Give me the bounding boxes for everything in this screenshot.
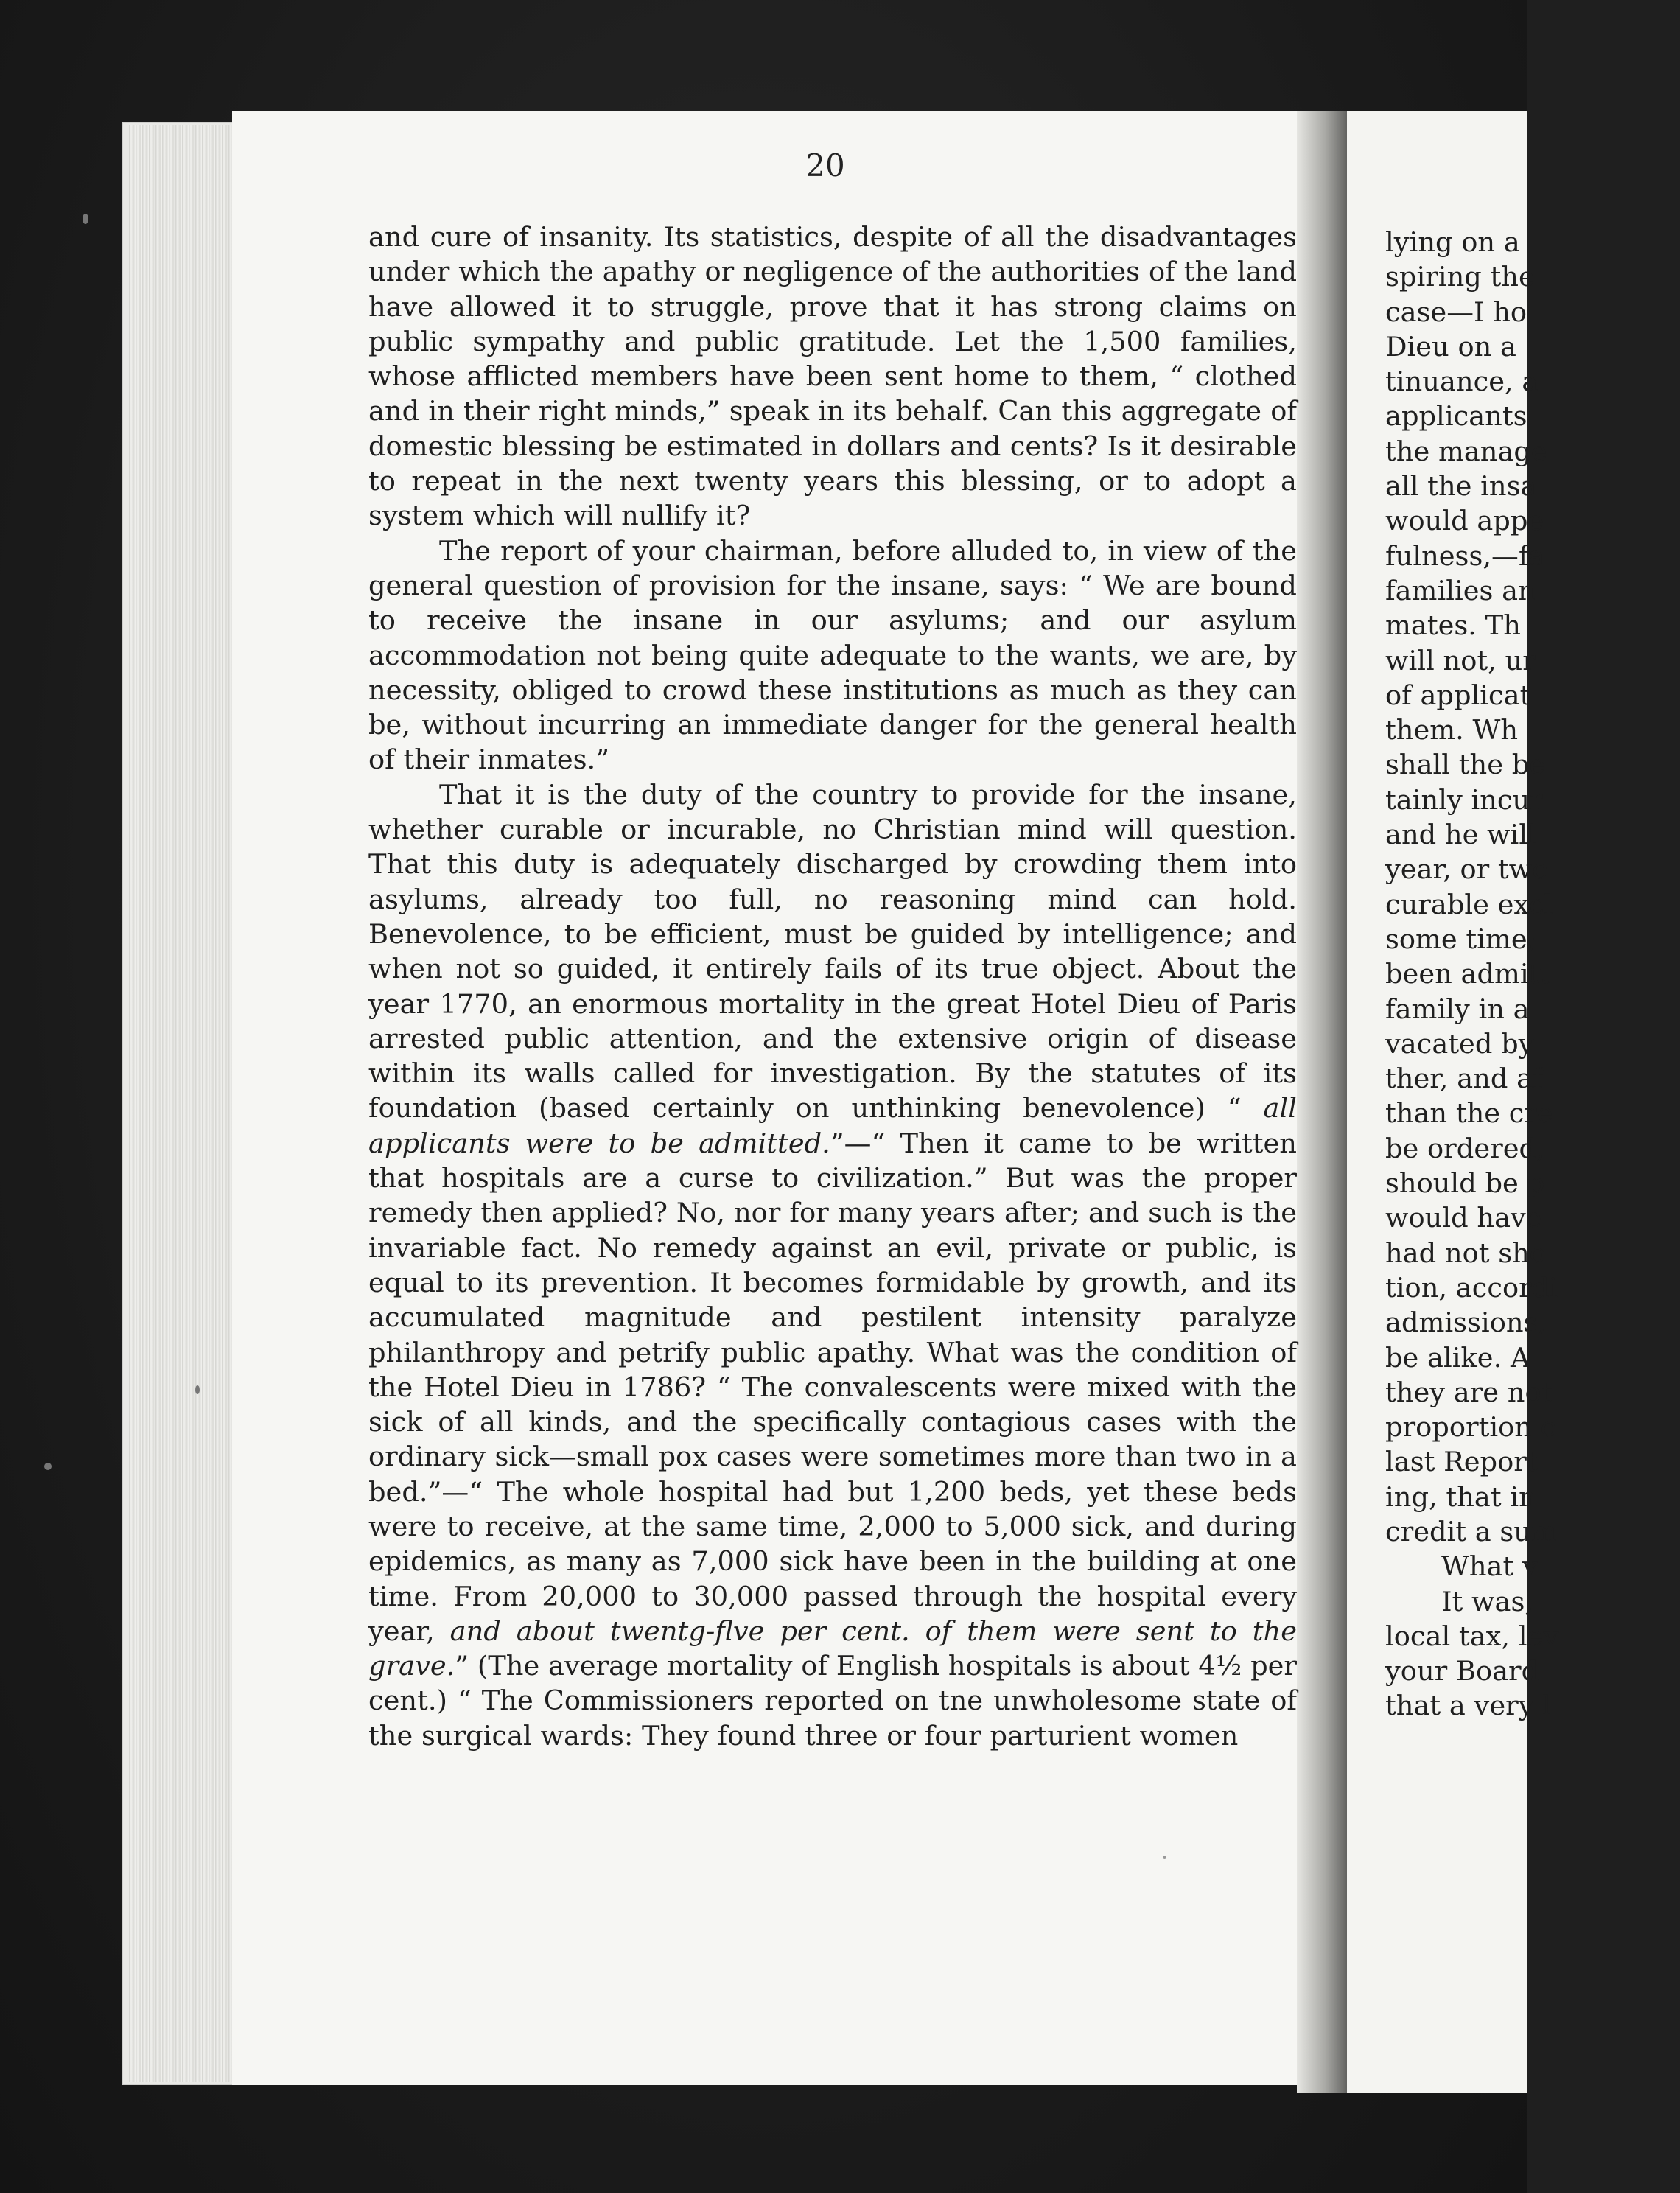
facing-page-line: lying on a xyxy=(1385,226,1520,258)
paragraph xyxy=(368,777,1297,1753)
scan-speck xyxy=(83,214,88,224)
text-run: ” (The average mortality of English hospitals is about 4½ per cent.) “ The Commissioners reported on tne unwholesome state of the surgical wards: They found three or four parturient women xyxy=(368,1650,1297,1752)
facing-page-line: all the insa xyxy=(1385,470,1537,503)
facing-page-line: vacated by xyxy=(1385,1027,1534,1060)
facing-page-line: the manage xyxy=(1385,435,1547,467)
facing-page-line: would have xyxy=(1385,1202,1542,1234)
facing-page-line: local tax, lev xyxy=(1385,1620,1559,1652)
italic-text: all applicants were to be admitted. xyxy=(368,1092,1297,1159)
facing-page-line: admissions, xyxy=(1385,1307,1547,1339)
facing-page-line: will not, ur xyxy=(1385,644,1536,676)
facing-page-line: they are not xyxy=(1385,1376,1553,1408)
page-number: 20 xyxy=(805,147,845,183)
scan-speck xyxy=(1163,1856,1166,1859)
text-run: ”—“ Then it came to be written that hospitals are a curse to civilization.” But was the proper remedy then applied? No, nor for many years after; and such is the invariable fact. No remedy against an evil, private or public, is equal to its prevention. It becomes formidable by growth, and its accumulated magnitude and pestilent intensity paralyze philanthropy and petrify public apathy. What was the condition of the Hotel Dieu in 1786? “ The convalescents were mixed with the sick of all kinds, and the specifically contagious cases with the ordinary sick—small pox cases were sometimes more than two in a bed.”—“ The whole hospital had but 1,200 beds, yet these beds were to receive, at the same time, 2,000 to 5,000 sick, and during epidemics, as many as 7,000 sick have been in the building at one time. From 20,000 to 30,000 passed through the hospital every year, xyxy=(368,1127,1297,1647)
text-run: The report of your chairman, before alluded to, in view of the general question of provision for the insane, says: “ We are bound to receive the insane in our asylums; and our asylum accommodation not being quite adequate to the wants, we are, by necessity, obliged to crowd these institutions as much as they can be, without incurring an immediate danger for the general health of their inmates.” xyxy=(368,534,1297,776)
facing-page-line: been admitt xyxy=(1385,958,1551,990)
facing-page-line: families an xyxy=(1385,574,1536,606)
facing-page-line: that a very l xyxy=(1385,1690,1551,1722)
facing-page-line: last Report xyxy=(1385,1446,1538,1478)
facing-page-line: tion, accordi xyxy=(1385,1271,1558,1304)
scan-speck xyxy=(195,1385,200,1394)
facing-page-line: ther, and af xyxy=(1385,1063,1543,1095)
facing-page-line: proportion o xyxy=(1385,1411,1557,1444)
facing-page-line: and he will xyxy=(1385,819,1536,851)
text-run: and cure of insanity. Its statistics, despite of all the disadvantages under which the apathy or negligence of the authorities of the land have allowed it to struggle, prove that it has strong claims on public sympathy and public gratitude. Let the 1,500 families, whose afflicted members have been sent home to them, “ clothed and in their right minds,” speak in its behalf. Can this aggregate of domestic blessing be estimated in dollars and cents? Is it desirable to repeat in the next twenty years this blessing, or to adopt a system which will nullify it? xyxy=(368,221,1297,532)
facing-page-line: had not sho xyxy=(1385,1237,1546,1269)
facing-page-line: case—I ho xyxy=(1385,295,1527,328)
facing-page-line: fulness,—fa xyxy=(1385,539,1545,572)
facing-page-line: be alike. A xyxy=(1385,1341,1530,1374)
scan-speck xyxy=(44,1463,52,1470)
facing-page-line: tinuance, a xyxy=(1385,366,1539,398)
facing-page-line: be ordered, xyxy=(1385,1132,1545,1164)
facing-page-line: credit a sum xyxy=(1385,1515,1557,1547)
facing-page-line: It was, xyxy=(1441,1585,1534,1617)
facing-page-line: should be p xyxy=(1385,1167,1545,1200)
facing-page-line: them. Wh xyxy=(1385,714,1519,746)
facing-page-line: some time; xyxy=(1385,923,1537,955)
page-body-text xyxy=(368,220,1297,1753)
paragraph xyxy=(368,534,1297,777)
facing-page-line: applicants xyxy=(1385,400,1527,433)
facing-page-line: curable excl xyxy=(1385,888,1553,920)
facing-page-line: your Board xyxy=(1385,1655,1539,1687)
facing-page-line: tainly incur xyxy=(1385,783,1543,816)
facing-page-line: spiring the xyxy=(1385,261,1535,293)
italic-text: and about twentg-flve per cent. of them were sent to the grave. xyxy=(368,1615,1297,1682)
page-edges xyxy=(129,125,239,2082)
facing-page-line: than the cre xyxy=(1385,1097,1553,1130)
paragraph xyxy=(368,220,1297,534)
facing-page-line: year, or two xyxy=(1385,853,1549,886)
facing-page-line: of applicat xyxy=(1385,679,1531,711)
book-gutter xyxy=(1297,111,1348,2093)
facing-page-text xyxy=(1385,225,1680,1724)
facing-page-line: What v xyxy=(1441,1550,1538,1583)
facing-page-line: shall the be xyxy=(1385,749,1546,781)
facing-page-line: family in a xyxy=(1385,993,1530,1025)
text-run: That it is the duty of the country to provide for the insane, whether curable or incurable, no Christian mind will question. That this duty is adequately discharged by crowding them into asylums, already too full, no reasoning mind can hold. Benevolence, to be efficient, must be guided by intelligence; and when not so guided, it entirely fails of its true object. About the year 1770, an enormous mortality in the great Hotel Dieu of Paris arrested public attention, and the extensive origin of disease within its walls called for investigation. By the statutes of its foundation (based certainly on unthinking benevolence) “ xyxy=(368,778,1297,1125)
facing-page-line: ing, that in xyxy=(1385,1480,1536,1513)
facing-page-line: would appe xyxy=(1385,505,1544,537)
facing-page-line: mates. Th xyxy=(1385,609,1521,642)
facing-page-line: Dieu on a xyxy=(1385,330,1516,363)
